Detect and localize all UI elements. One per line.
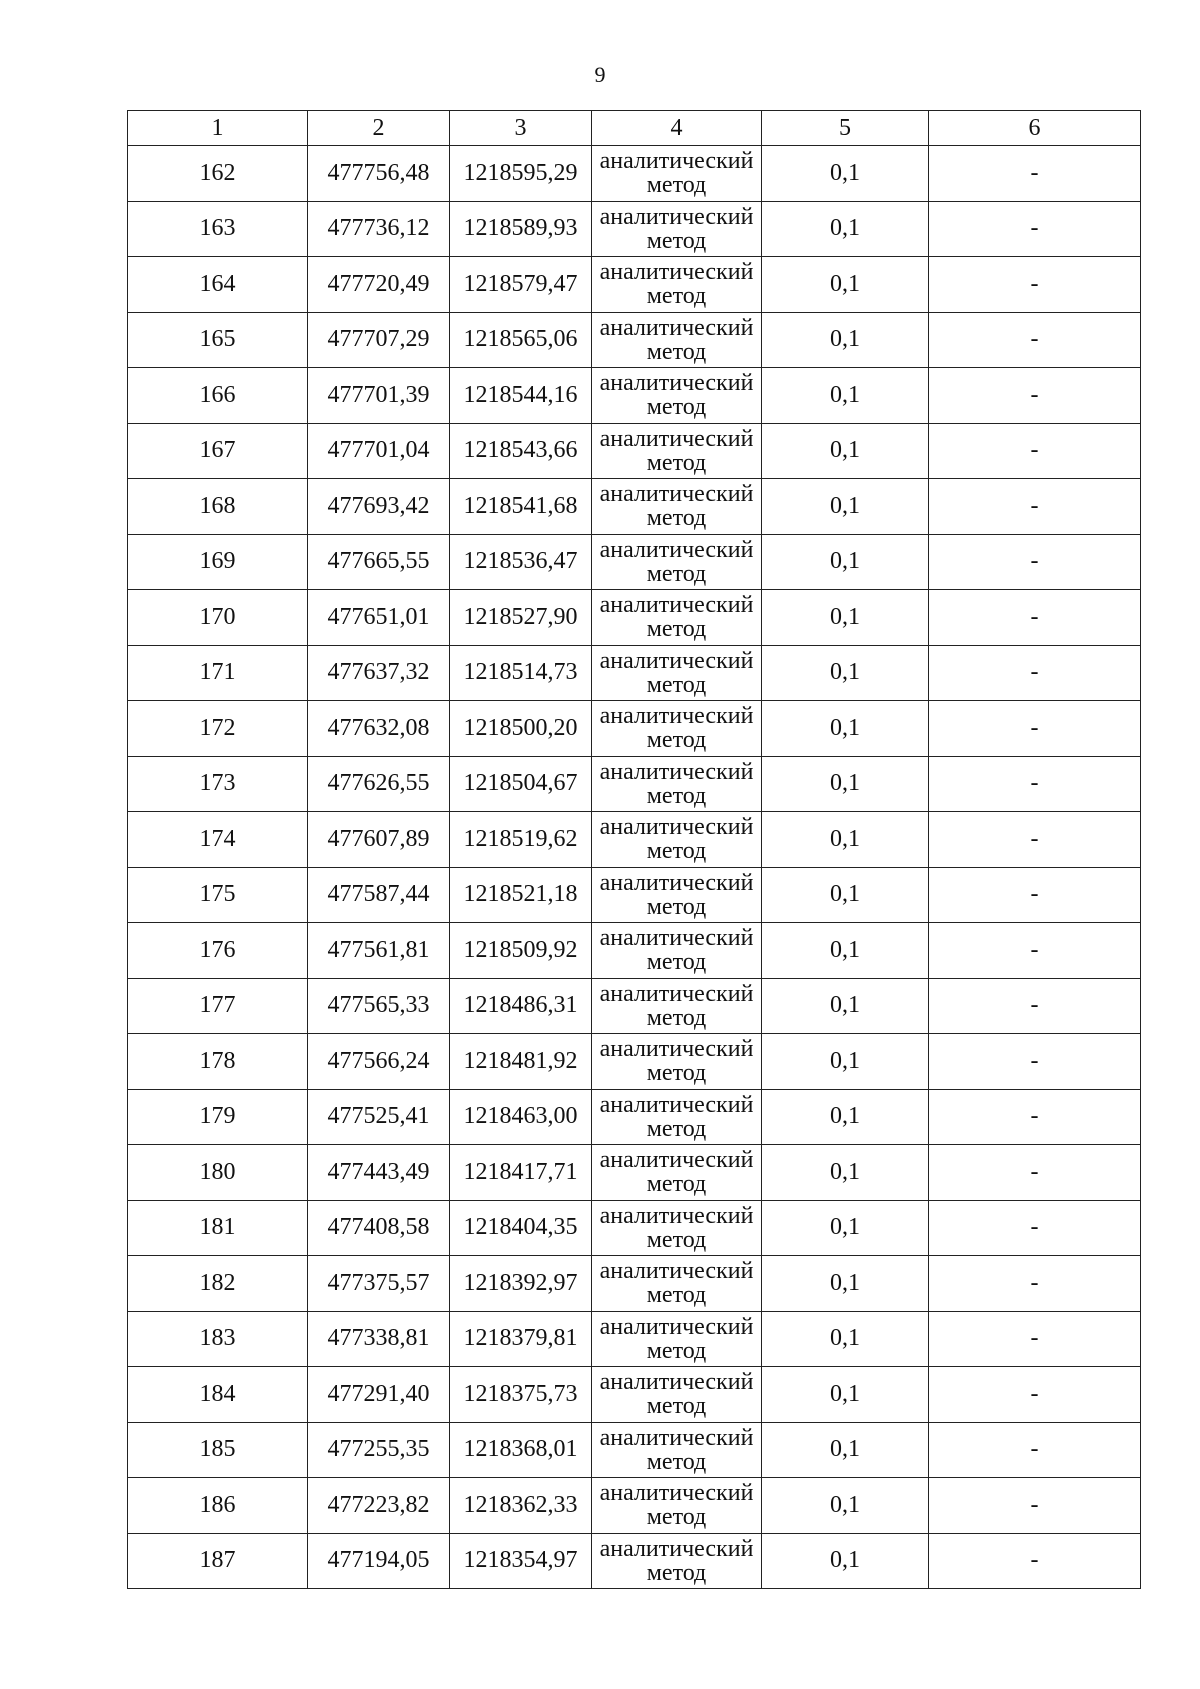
method-line-1: аналитический (599, 1258, 754, 1285)
method-line-2: метод (646, 1060, 707, 1087)
method-line-1: аналитический (599, 758, 754, 785)
note-cell: - (929, 978, 1141, 1034)
y-coordinate-cell: 1218417,71 (450, 1145, 592, 1201)
y-coordinate-cell: 1218541,68 (450, 479, 592, 535)
point-number-cell: 186 (128, 1478, 308, 1534)
method-cell (592, 1089, 762, 1145)
method-line-2: метод (646, 1337, 707, 1364)
x-coordinate-cell: 477736,12 (308, 201, 450, 257)
method-line-1: аналитический (599, 1091, 754, 1118)
method-line-1: аналитический (599, 314, 754, 341)
accuracy-cell: 0,1 (762, 146, 929, 202)
note-cell: - (929, 1089, 1141, 1145)
note-cell: - (929, 1200, 1141, 1256)
y-coordinate-cell: 1218354,97 (450, 1533, 592, 1589)
point-number-cell: 169 (128, 534, 308, 590)
note-cell: - (929, 257, 1141, 313)
point-number-cell: 177 (128, 978, 308, 1034)
method-line-1: аналитический (599, 869, 754, 896)
x-coordinate-cell: 477194,05 (308, 1533, 450, 1589)
accuracy-cell: 0,1 (762, 1034, 929, 1090)
x-coordinate-cell: 477408,58 (308, 1200, 450, 1256)
note-cell: - (929, 867, 1141, 923)
table-row (128, 312, 1141, 368)
method-cell (592, 812, 762, 868)
note-cell: - (929, 1145, 1141, 1201)
header-row (128, 111, 1141, 146)
y-coordinate-cell: 1218579,47 (450, 257, 592, 313)
table-row (128, 1089, 1141, 1145)
method-line-2: метод (646, 727, 707, 754)
method-cell (592, 1200, 762, 1256)
table-row (128, 479, 1141, 535)
note-cell: - (929, 701, 1141, 757)
accuracy-cell: 0,1 (762, 1256, 929, 1312)
table-row (128, 257, 1141, 313)
table-row (128, 1367, 1141, 1423)
y-coordinate-cell: 1218379,81 (450, 1311, 592, 1367)
method-line-1: аналитический (599, 814, 754, 841)
page-number: 9 (594, 62, 606, 87)
method-line-1: аналитический (599, 1424, 754, 1451)
point-number-cell: 175 (128, 867, 308, 923)
method-line-1: аналитический (599, 481, 754, 508)
method-line-2: метод (646, 616, 707, 643)
note-cell: - (929, 1533, 1141, 1589)
table-row (128, 701, 1141, 757)
method-cell (592, 923, 762, 979)
note-cell: - (929, 146, 1141, 202)
header-cell-1: 1 (128, 111, 308, 146)
accuracy-cell: 0,1 (762, 479, 929, 535)
method-line-1: аналитический (599, 925, 754, 952)
point-number-cell: 173 (128, 756, 308, 812)
method-cell (592, 312, 762, 368)
method-line-1: аналитический (599, 703, 754, 730)
accuracy-cell: 0,1 (762, 1478, 929, 1534)
method-line-2: метод (646, 1559, 707, 1586)
accuracy-cell: 0,1 (762, 1422, 929, 1478)
method-cell (592, 423, 762, 479)
accuracy-cell: 0,1 (762, 1145, 929, 1201)
y-coordinate-cell: 1218375,73 (450, 1367, 592, 1423)
note-cell: - (929, 1256, 1141, 1312)
table-row (128, 978, 1141, 1034)
table-row (128, 1145, 1141, 1201)
method-cell (592, 701, 762, 757)
table-row (128, 867, 1141, 923)
note-cell: - (929, 423, 1141, 479)
y-coordinate-cell: 1218481,92 (450, 1034, 592, 1090)
method-line-2: метод (646, 449, 707, 476)
x-coordinate-cell: 477443,49 (308, 1145, 450, 1201)
table-header (128, 111, 1141, 146)
method-line-2: метод (646, 893, 707, 920)
method-line-1: аналитический (599, 425, 754, 452)
x-coordinate-cell: 477338,81 (308, 1311, 450, 1367)
method-line-2: метод (646, 227, 707, 254)
x-coordinate-cell: 477693,42 (308, 479, 450, 535)
x-coordinate-cell: 477525,41 (308, 1089, 450, 1145)
point-number-cell: 163 (128, 201, 308, 257)
point-number-cell: 162 (128, 146, 308, 202)
y-coordinate-cell: 1218404,35 (450, 1200, 592, 1256)
header-cell-5: 5 (762, 111, 929, 146)
method-line-2: метод (646, 1004, 707, 1031)
table-row (128, 146, 1141, 202)
note-cell: - (929, 201, 1141, 257)
method-cell (592, 1311, 762, 1367)
y-coordinate-cell: 1218504,67 (450, 756, 592, 812)
accuracy-cell: 0,1 (762, 701, 929, 757)
method-cell (592, 146, 762, 202)
y-coordinate-cell: 1218514,73 (450, 645, 592, 701)
accuracy-cell: 0,1 (762, 257, 929, 313)
point-number-cell: 170 (128, 590, 308, 646)
x-coordinate-cell: 477255,35 (308, 1422, 450, 1478)
method-line-1: аналитический (599, 536, 754, 563)
x-coordinate-cell: 477565,33 (308, 978, 450, 1034)
method-line-1: аналитический (599, 1480, 754, 1507)
table-row (128, 645, 1141, 701)
method-line-2: метод (646, 671, 707, 698)
y-coordinate-cell: 1218486,31 (450, 978, 592, 1034)
point-number-cell: 176 (128, 923, 308, 979)
method-line-2: метод (646, 838, 707, 865)
x-coordinate-cell: 477291,40 (308, 1367, 450, 1423)
method-cell (592, 978, 762, 1034)
y-coordinate-cell: 1218527,90 (450, 590, 592, 646)
point-number-cell: 184 (128, 1367, 308, 1423)
note-cell: - (929, 534, 1141, 590)
method-line-2: метод (646, 1504, 707, 1531)
method-cell (592, 257, 762, 313)
accuracy-cell: 0,1 (762, 423, 929, 479)
point-number-cell: 185 (128, 1422, 308, 1478)
method-line-2: метод (646, 1448, 707, 1475)
y-coordinate-cell: 1218543,66 (450, 423, 592, 479)
method-cell (592, 867, 762, 923)
point-number-cell: 171 (128, 645, 308, 701)
table-row (128, 812, 1141, 868)
method-line-1: аналитический (599, 647, 754, 674)
note-cell: - (929, 645, 1141, 701)
y-coordinate-cell: 1218536,47 (450, 534, 592, 590)
method-cell (592, 479, 762, 535)
point-number-cell: 180 (128, 1145, 308, 1201)
y-coordinate-cell: 1218519,62 (450, 812, 592, 868)
note-cell: - (929, 1034, 1141, 1090)
note-cell: - (929, 756, 1141, 812)
table-row (128, 923, 1141, 979)
header-cell-2: 2 (308, 111, 450, 146)
method-line-2: метод (646, 1226, 707, 1253)
note-cell: - (929, 590, 1141, 646)
coordinates-table (127, 110, 1141, 1589)
accuracy-cell: 0,1 (762, 978, 929, 1034)
table-row (128, 423, 1141, 479)
method-cell (592, 1478, 762, 1534)
point-number-cell: 166 (128, 368, 308, 424)
y-coordinate-cell: 1218544,16 (450, 368, 592, 424)
method-cell (592, 590, 762, 646)
point-number-cell: 174 (128, 812, 308, 868)
method-cell (592, 1034, 762, 1090)
note-cell: - (929, 1367, 1141, 1423)
table-row (128, 1256, 1141, 1312)
method-line-2: метод (646, 782, 707, 809)
method-line-2: метод (646, 338, 707, 365)
y-coordinate-cell: 1218463,00 (450, 1089, 592, 1145)
accuracy-cell: 0,1 (762, 645, 929, 701)
accuracy-cell: 0,1 (762, 1089, 929, 1145)
method-line-2: метод (646, 1393, 707, 1420)
x-coordinate-cell: 477637,32 (308, 645, 450, 701)
method-line-1: аналитический (599, 1147, 754, 1174)
method-line-2: метод (646, 1282, 707, 1309)
method-line-1: аналитический (599, 148, 754, 175)
y-coordinate-cell: 1218521,18 (450, 867, 592, 923)
point-number-cell: 168 (128, 479, 308, 535)
y-coordinate-cell: 1218362,33 (450, 1478, 592, 1534)
method-line-2: метод (646, 949, 707, 976)
x-coordinate-cell: 477561,81 (308, 923, 450, 979)
method-line-1: аналитический (599, 1313, 754, 1340)
table-row (128, 1034, 1141, 1090)
point-number-cell: 172 (128, 701, 308, 757)
x-coordinate-cell: 477626,55 (308, 756, 450, 812)
method-line-1: аналитический (599, 203, 754, 230)
table-row (128, 1478, 1141, 1534)
note-cell: - (929, 923, 1141, 979)
accuracy-cell: 0,1 (762, 812, 929, 868)
point-number-cell: 187 (128, 1533, 308, 1589)
method-cell (592, 1145, 762, 1201)
x-coordinate-cell: 477607,89 (308, 812, 450, 868)
x-coordinate-cell: 477375,57 (308, 1256, 450, 1312)
x-coordinate-cell: 477701,39 (308, 368, 450, 424)
accuracy-cell: 0,1 (762, 534, 929, 590)
point-number-cell: 181 (128, 1200, 308, 1256)
method-cell (592, 534, 762, 590)
table-row (128, 590, 1141, 646)
x-coordinate-cell: 477632,08 (308, 701, 450, 757)
method-line-2: метод (646, 172, 707, 199)
table-row (128, 201, 1141, 257)
point-number-cell: 179 (128, 1089, 308, 1145)
note-cell: - (929, 812, 1141, 868)
method-cell (592, 1256, 762, 1312)
note-cell: - (929, 479, 1141, 535)
method-line-2: метод (646, 560, 707, 587)
x-coordinate-cell: 477587,44 (308, 867, 450, 923)
note-cell: - (929, 368, 1141, 424)
method-cell (592, 645, 762, 701)
method-line-2: метод (646, 283, 707, 310)
y-coordinate-cell: 1218509,92 (450, 923, 592, 979)
header-cell-4: 4 (592, 111, 762, 146)
point-number-cell: 183 (128, 1311, 308, 1367)
x-coordinate-cell: 477665,55 (308, 534, 450, 590)
method-cell (592, 1533, 762, 1589)
y-coordinate-cell: 1218565,06 (450, 312, 592, 368)
accuracy-cell: 0,1 (762, 923, 929, 979)
y-coordinate-cell: 1218392,97 (450, 1256, 592, 1312)
y-coordinate-cell: 1218595,29 (450, 146, 592, 202)
method-line-2: метод (646, 1115, 707, 1142)
method-line-1: аналитический (599, 1369, 754, 1396)
table-row (128, 368, 1141, 424)
point-number-cell: 178 (128, 1034, 308, 1090)
method-line-1: аналитический (599, 1202, 754, 1229)
method-line-1: аналитический (599, 259, 754, 286)
y-coordinate-cell: 1218368,01 (450, 1422, 592, 1478)
x-coordinate-cell: 477707,29 (308, 312, 450, 368)
accuracy-cell: 0,1 (762, 312, 929, 368)
table-row (128, 1533, 1141, 1589)
method-cell (592, 368, 762, 424)
accuracy-cell: 0,1 (762, 201, 929, 257)
table-body (128, 146, 1141, 1589)
x-coordinate-cell: 477720,49 (308, 257, 450, 313)
accuracy-cell: 0,1 (762, 867, 929, 923)
accuracy-cell: 0,1 (762, 1367, 929, 1423)
method-cell (592, 756, 762, 812)
point-number-cell: 165 (128, 312, 308, 368)
method-line-1: аналитический (599, 370, 754, 397)
method-line-2: метод (646, 394, 707, 421)
method-cell (592, 1367, 762, 1423)
table-row (128, 1200, 1141, 1256)
method-line-1: аналитический (599, 1535, 754, 1562)
method-cell (592, 201, 762, 257)
method-line-1: аналитический (599, 980, 754, 1007)
accuracy-cell: 0,1 (762, 1311, 929, 1367)
y-coordinate-cell: 1218589,93 (450, 201, 592, 257)
x-coordinate-cell: 477566,24 (308, 1034, 450, 1090)
header-cell-3: 3 (450, 111, 592, 146)
table-row (128, 534, 1141, 590)
x-coordinate-cell: 477701,04 (308, 423, 450, 479)
accuracy-cell: 0,1 (762, 368, 929, 424)
point-number-cell: 167 (128, 423, 308, 479)
note-cell: - (929, 1478, 1141, 1534)
header-cell-6: 6 (929, 111, 1141, 146)
accuracy-cell: 0,1 (762, 1200, 929, 1256)
method-line-2: метод (646, 1171, 707, 1198)
accuracy-cell: 0,1 (762, 1533, 929, 1589)
note-cell: - (929, 1422, 1141, 1478)
note-cell: - (929, 1311, 1141, 1367)
method-line-1: аналитический (599, 592, 754, 619)
accuracy-cell: 0,1 (762, 590, 929, 646)
point-number-cell: 164 (128, 257, 308, 313)
x-coordinate-cell: 477756,48 (308, 146, 450, 202)
method-line-1: аналитический (599, 1036, 754, 1063)
method-line-2: метод (646, 505, 707, 532)
y-coordinate-cell: 1218500,20 (450, 701, 592, 757)
note-cell: - (929, 312, 1141, 368)
accuracy-cell: 0,1 (762, 756, 929, 812)
table-row (128, 1422, 1141, 1478)
table-row (128, 1311, 1141, 1367)
point-number-cell: 182 (128, 1256, 308, 1312)
table-row (128, 756, 1141, 812)
method-cell (592, 1422, 762, 1478)
x-coordinate-cell: 477651,01 (308, 590, 450, 646)
x-coordinate-cell: 477223,82 (308, 1478, 450, 1534)
